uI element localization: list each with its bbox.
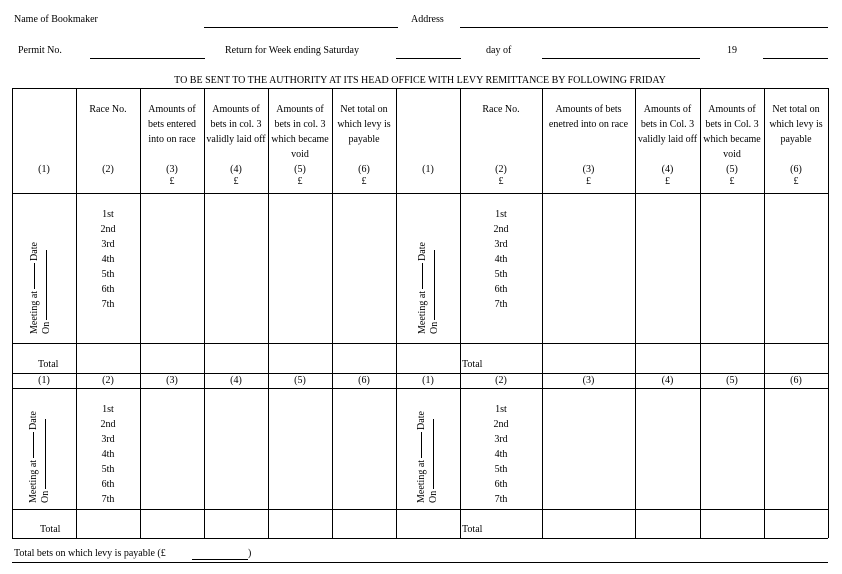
block2-right-race-1: 1st bbox=[495, 404, 507, 415]
right-col2-unit: £ bbox=[498, 176, 504, 187]
meeting-venue-field[interactable] bbox=[34, 263, 35, 289]
block2-left-meeting bbox=[28, 411, 40, 503]
on-label: On bbox=[40, 490, 51, 503]
date-label: Date bbox=[29, 242, 40, 261]
block1-left-race-5: 5th bbox=[101, 269, 115, 280]
total-label: Total bbox=[462, 359, 483, 370]
block2-right-race-5: 5th bbox=[494, 464, 508, 475]
on-label: On bbox=[41, 321, 52, 334]
on-label: On bbox=[429, 321, 440, 334]
block1-left-race-1: 1st bbox=[102, 209, 114, 220]
meeting-at-label: Meeting at bbox=[417, 290, 428, 334]
instruction-text: TO BE SENT TO THE AUTHORITY AT ITS HEAD OFFICE WITH LEVY REMITTANCE BY FOLLOWING FRIDAY bbox=[174, 75, 666, 86]
year-prefix-label: 19 bbox=[727, 45, 737, 56]
block2-right-meeting bbox=[416, 411, 428, 503]
right-col4-title: Amounts of bets in Col. 3 validly laid off bbox=[637, 104, 698, 145]
left-col5-number: (5) bbox=[294, 164, 306, 175]
return-week-label: Return for Week ending Saturday bbox=[225, 45, 359, 56]
left-col3-unit: £ bbox=[169, 176, 175, 187]
table-hrule bbox=[12, 538, 828, 539]
block1-right-race-7: 7th bbox=[494, 299, 508, 310]
block1-left-race-2: 2nd bbox=[100, 224, 116, 235]
right-col6-title: Net total on which levy is payable bbox=[769, 104, 823, 145]
column-number-repeat: (1) bbox=[38, 375, 50, 386]
table-vrule bbox=[828, 88, 829, 538]
block2-left-race-7: 7th bbox=[101, 494, 115, 505]
block2-left-race-4: 4th bbox=[101, 449, 115, 460]
column-number-repeat: (6) bbox=[790, 375, 802, 386]
left-col6-number: (6) bbox=[358, 164, 370, 175]
block2-right-race-2: 2nd bbox=[493, 419, 509, 430]
block1-right-race-4: 4th bbox=[494, 254, 508, 265]
block1-right-race-5: 5th bbox=[494, 269, 508, 280]
right-col1-number: (1) bbox=[422, 164, 434, 175]
table-vrule bbox=[764, 88, 765, 538]
column-number-repeat: (5) bbox=[726, 375, 738, 386]
right-col5-unit: £ bbox=[729, 176, 735, 187]
left-col4-unit: £ bbox=[233, 176, 239, 187]
bookmaker-name-field[interactable] bbox=[204, 27, 398, 28]
column-number-repeat: (3) bbox=[166, 375, 178, 386]
right-col2-number: (2) bbox=[495, 164, 507, 175]
block2-left-meeting-on bbox=[40, 417, 52, 503]
right-col4-number: (4) bbox=[661, 164, 674, 175]
block2-right-race-6: 6th bbox=[494, 479, 508, 490]
footer-total-field[interactable] bbox=[192, 559, 248, 560]
permit-number-field[interactable] bbox=[90, 58, 205, 59]
block2-right-meeting-on bbox=[428, 417, 440, 503]
meeting-date-field[interactable] bbox=[434, 250, 435, 320]
meeting-venue-field[interactable] bbox=[422, 263, 423, 289]
address-field[interactable] bbox=[460, 27, 828, 28]
table-vrule bbox=[635, 88, 636, 538]
table-vrule bbox=[542, 88, 543, 538]
day-of-label: day of bbox=[486, 45, 512, 56]
block1-left-race-4: 4th bbox=[101, 254, 115, 265]
left-col3-number: (3) bbox=[166, 164, 178, 175]
left-col4-title: Amounts of bets in col. 3 validly laid off bbox=[206, 104, 266, 145]
footer-bottom-rule bbox=[12, 562, 828, 563]
column-number-repeat: (6) bbox=[358, 375, 370, 386]
total-label: Total bbox=[462, 524, 483, 535]
column-number-repeat: (3) bbox=[582, 375, 595, 386]
column-number-repeat: (4) bbox=[230, 375, 242, 386]
meeting-at-label: Meeting at bbox=[29, 290, 40, 334]
right-col3-number: (3) bbox=[582, 164, 595, 175]
block1-left-race-6: 6th bbox=[101, 284, 115, 295]
block2-right-race-7: 7th bbox=[494, 494, 508, 505]
right-col3-unit: £ bbox=[586, 176, 591, 187]
block1-left-meeting bbox=[29, 242, 41, 334]
week-ending-month-field[interactable] bbox=[542, 58, 700, 59]
bookmaker-label: Name of Bookmaker bbox=[14, 14, 98, 25]
week-ending-year-field[interactable] bbox=[763, 58, 828, 59]
right-col6-unit: £ bbox=[793, 176, 799, 187]
left-col2-number: (2) bbox=[102, 164, 114, 175]
permit-label: Permit No. bbox=[18, 45, 62, 56]
footer-total-close: ) bbox=[248, 548, 252, 559]
table-hrule bbox=[12, 388, 828, 389]
table-vrule bbox=[140, 88, 141, 538]
table-vrule bbox=[396, 88, 397, 538]
date-label: Date bbox=[417, 242, 428, 261]
total-label: Total bbox=[40, 524, 61, 535]
meeting-venue-field[interactable] bbox=[33, 432, 34, 458]
on-label: On bbox=[428, 490, 439, 503]
column-number-repeat: (1) bbox=[422, 375, 434, 386]
footer-total-label: Total bets on which levy is payable (£ bbox=[14, 548, 166, 559]
left-col5-title: Amounts of bets in col. 3 which became void bbox=[271, 104, 329, 160]
right-col2-title: Race No. bbox=[482, 104, 520, 115]
column-number-repeat: (2) bbox=[102, 375, 114, 386]
block1-right-race-1: 1st bbox=[495, 209, 507, 220]
meeting-date-field[interactable] bbox=[45, 419, 46, 489]
week-ending-day-field[interactable] bbox=[396, 58, 461, 59]
total-label: Total bbox=[38, 359, 59, 370]
table-vrule bbox=[332, 88, 333, 538]
address-label: Address bbox=[411, 14, 444, 25]
block1-right-race-3: 3rd bbox=[494, 239, 508, 250]
table-vrule bbox=[204, 88, 205, 538]
meeting-date-field[interactable] bbox=[433, 419, 434, 489]
block2-left-race-5: 5th bbox=[101, 464, 115, 475]
left-col6-title: Net total on which levy is payable bbox=[337, 104, 391, 145]
block1-right-meeting-on bbox=[429, 248, 441, 334]
block1-right-race-6: 6th bbox=[494, 284, 508, 295]
right-col4-unit: £ bbox=[665, 176, 670, 187]
meeting-venue-field[interactable] bbox=[421, 432, 422, 458]
left-col4-number: (4) bbox=[230, 164, 242, 175]
meeting-at-label: Meeting at bbox=[416, 459, 427, 503]
block1-left-race-3: 3rd bbox=[101, 239, 115, 250]
right-col6-number: (6) bbox=[790, 164, 802, 175]
meeting-at-label: Meeting at bbox=[28, 459, 39, 503]
date-label: Date bbox=[28, 411, 39, 430]
left-col1-number: (1) bbox=[38, 164, 50, 175]
right-col5-title: Amounts of bets in Col. 3 which became void bbox=[703, 104, 761, 160]
column-number-repeat: (5) bbox=[294, 375, 306, 386]
block1-right-meeting bbox=[417, 242, 429, 334]
column-number-repeat: (4) bbox=[661, 375, 674, 386]
left-col6-unit: £ bbox=[361, 176, 367, 187]
table-hrule bbox=[12, 509, 828, 510]
date-label: Date bbox=[416, 411, 427, 430]
block2-right-race-4: 4th bbox=[494, 449, 508, 460]
right-col3-title: Amounts of bets enetred into on race bbox=[548, 104, 629, 130]
block1-right-race-2: 2nd bbox=[493, 224, 509, 235]
block2-left-race-1: 1st bbox=[102, 404, 114, 415]
meeting-date-field[interactable] bbox=[46, 250, 47, 320]
block1-left-race-7: 7th bbox=[101, 299, 115, 310]
column-number-repeat: (2) bbox=[495, 375, 507, 386]
block1-left-meeting-on bbox=[41, 248, 53, 334]
table-hrule bbox=[12, 88, 828, 89]
left-col2-title: Race No. bbox=[89, 104, 127, 115]
table-hrule bbox=[12, 193, 828, 194]
block2-left-race-3: 3rd bbox=[101, 434, 115, 445]
left-col3-title: Amounts of bets entered into on race bbox=[147, 104, 197, 145]
table-vrule bbox=[12, 88, 13, 538]
table-hrule bbox=[12, 343, 828, 344]
left-col5-unit: £ bbox=[297, 176, 303, 187]
block2-left-race-2: 2nd bbox=[100, 419, 116, 430]
right-col5-number: (5) bbox=[726, 164, 738, 175]
block2-left-race-6: 6th bbox=[101, 479, 115, 490]
block2-right-race-3: 3rd bbox=[494, 434, 508, 445]
